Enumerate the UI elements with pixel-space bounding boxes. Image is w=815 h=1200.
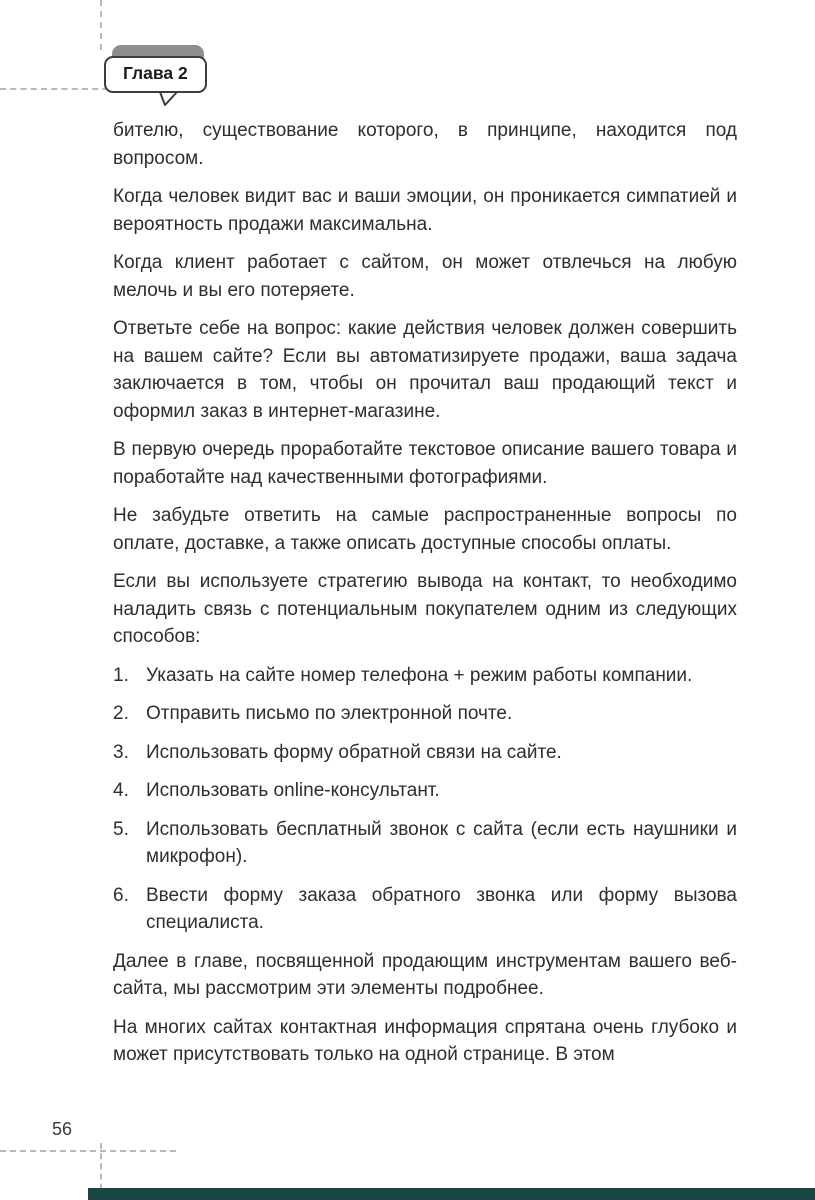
list-item-number: 4. xyxy=(113,780,129,801)
paragraph: Когда клиент работает с сайтом, он может отвлечься на любую мелочь и вы его потеряете. xyxy=(113,252,737,301)
list-item-text: Использовать бесплатный звонок с сайта (если есть наушники и микрофон). xyxy=(146,818,737,867)
chapter-tab-tail-icon xyxy=(158,91,180,108)
paragraph: На многих сайтах контактная информация спрятана очень глубоко и может присутствовать только на одной странице. В этом xyxy=(113,1016,737,1065)
paragraph: бителю, существование которого, в принципе, находится под вопросом. xyxy=(113,120,737,169)
paragraph: В первую очередь проработайте текстовое описание вашего товара и поработайте над качественными фотографиями. xyxy=(113,439,737,488)
list-item-number: 1. xyxy=(113,664,129,686)
list-item-text: Отправить письмо по электронной почте. xyxy=(146,703,513,724)
page-number: 56 xyxy=(52,1119,73,1139)
list-item-text: Использовать online-консультант. xyxy=(146,780,440,801)
footer-bar xyxy=(88,1188,815,1200)
numbered-list xyxy=(113,662,737,937)
list-item-text: Использовать форму обратной связи на сайте. xyxy=(146,741,562,763)
paragraph: Не забудьте ответить на самые распространенные вопросы по оплате, доставке, а также описать доступные способы оплаты. xyxy=(113,505,737,554)
list-item xyxy=(113,777,737,805)
crop-mark-top-vertical xyxy=(100,0,102,50)
list-item-number: 5. xyxy=(113,818,129,840)
list-item xyxy=(113,816,737,871)
list-item-number: 3. xyxy=(113,741,129,763)
list-item xyxy=(113,882,737,937)
chapter-tab xyxy=(104,56,207,93)
paragraph: Если вы используете стратегию вывода на контакт, то необходимо наладить связь с потенциальным покупателем одним из следующих способов: xyxy=(113,571,737,647)
page-text xyxy=(113,117,737,1080)
paragraph: Ответьте себе на вопрос: какие действия человек должен совершить на вашем сайте? Если вы автоматизируете продажи, ваша задача заключается в том, чтобы он прочитал ваш продающий текст и оформил заказ в интернет-магазине. xyxy=(113,318,737,422)
list-item-number: 2. xyxy=(113,703,129,724)
list-item-number: 6. xyxy=(113,884,129,906)
chapter-tab-label: Глава 2 xyxy=(123,63,188,83)
list-item xyxy=(113,662,737,690)
list-item xyxy=(113,700,737,728)
chapter-tab-box xyxy=(104,56,207,93)
paragraph: Когда человек видит вас и ваши эмоции, он проникается симпатией и вероятность продажи максимальна. xyxy=(113,186,737,235)
list-item-text: Ввести форму заказа обратного звонка или форму вызова специалиста. xyxy=(146,884,737,933)
list-item xyxy=(113,739,737,767)
paragraph: Далее в главе, посвященной продающим инструментам вашего веб-сайта, мы рассмотрим эти элементы подробнее. xyxy=(113,950,737,999)
crop-mark-bottom-horizontal xyxy=(0,1150,176,1152)
list-item-text: Указать на сайте номер телефона + режим работы компании. xyxy=(146,664,693,686)
